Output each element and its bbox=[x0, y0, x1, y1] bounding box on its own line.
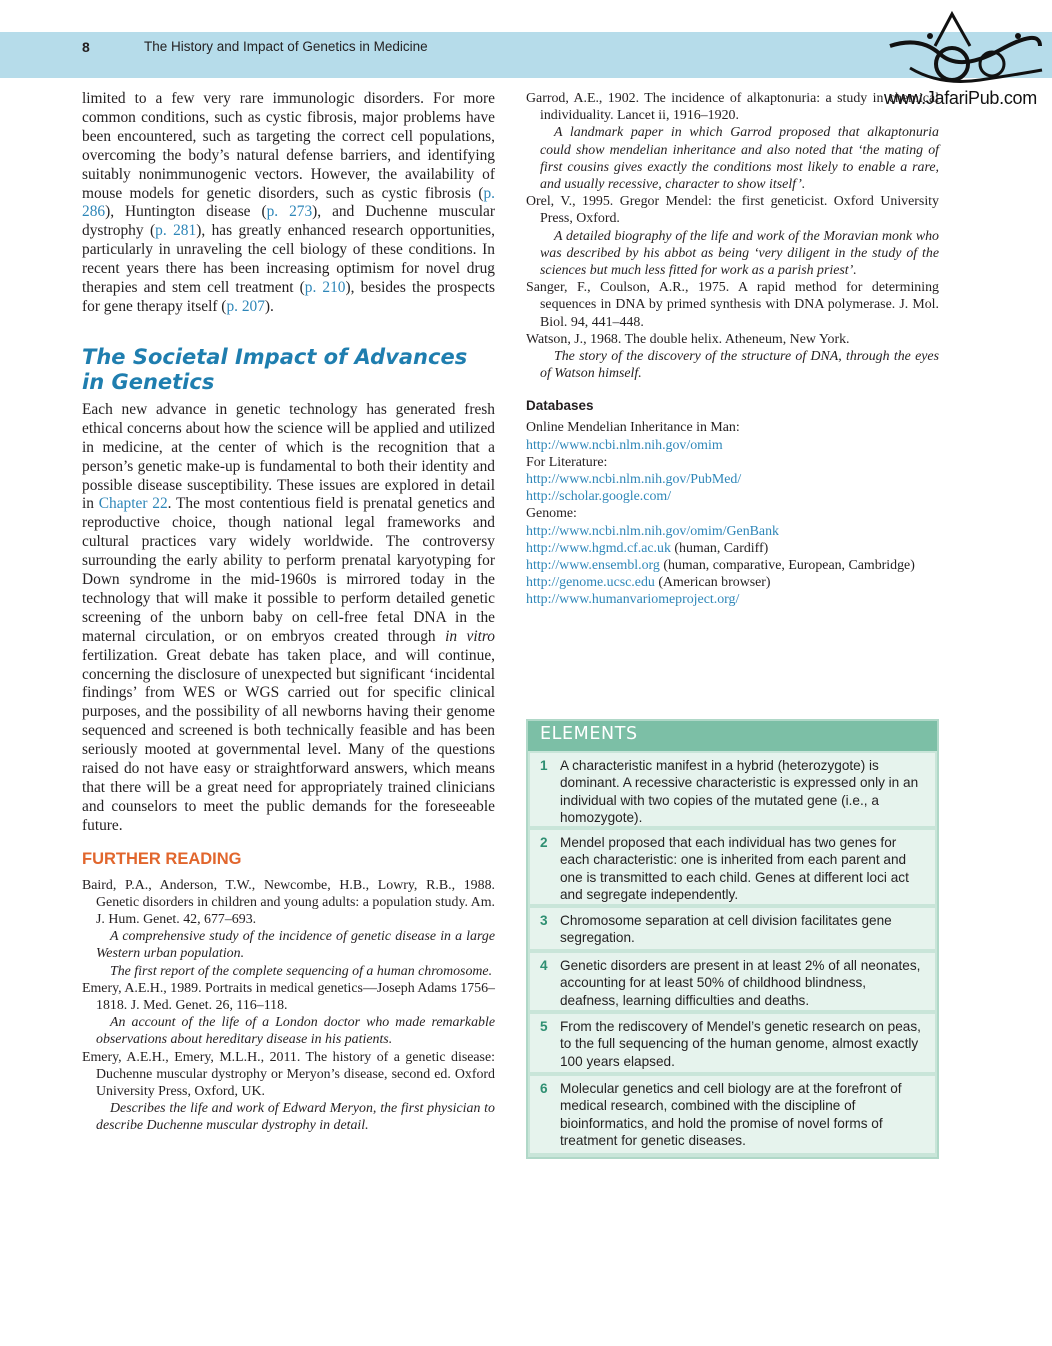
elements-title: ELEMENTS bbox=[528, 721, 937, 751]
element-number: 1 bbox=[540, 758, 548, 773]
database-line bbox=[526, 523, 939, 540]
right-column bbox=[526, 90, 939, 609]
reference-annotation: An account of the life of a London doctor who made remarkable observations about hereditary disease in his patients. bbox=[96, 1015, 495, 1048]
database-link[interactable]: http://www.ncbi.nlm.nih.gov/omim/GenBank bbox=[526, 523, 779, 539]
page-link[interactable]: p. 207 bbox=[226, 297, 265, 315]
section-heading bbox=[82, 345, 495, 395]
element-number: 6 bbox=[540, 1081, 548, 1096]
database-line bbox=[526, 540, 939, 557]
italic-term: in vitro bbox=[445, 627, 495, 645]
further-reading-heading: FURTHER READING bbox=[82, 849, 242, 868]
page-link[interactable]: p. 281 bbox=[155, 222, 197, 240]
element-item bbox=[530, 753, 935, 826]
databases-heading: Databases bbox=[526, 398, 594, 414]
reference-annotation: A detailed biography of the life and work of the Moravian monk who was described by his abbot as being ‘very diligent in the study of the sciences but much less fitted for work as a parish priest’. bbox=[540, 228, 939, 279]
text-span: ), Huntington disease ( bbox=[105, 203, 267, 221]
database-link[interactable]: http://www.ensembl.org bbox=[526, 558, 660, 574]
societal-paragraph bbox=[82, 401, 495, 836]
reference-citation: Watson, J., 1968. The double helix. Atheneum, New York. bbox=[526, 331, 850, 347]
reference-annotation: The story of the discovery of the structure of DNA, through the eyes of Watson himself. bbox=[540, 349, 939, 382]
databases-list bbox=[526, 419, 939, 608]
database-note: (American browser) bbox=[654, 575, 771, 591]
element-item bbox=[530, 953, 935, 1010]
element-text: From the rediscovery of Mendel’s genetic research on peas, to the full sequencing of the human genome, almost exactly 100 years elapsed. bbox=[560, 1019, 921, 1069]
page-link[interactable]: p. 286 bbox=[82, 184, 495, 221]
database-link[interactable]: http://genome.ucsc.edu bbox=[526, 575, 655, 591]
database-note: (human, Cardiff) bbox=[670, 540, 769, 556]
database-line bbox=[526, 454, 939, 471]
section-heading-line: in Genetics bbox=[82, 369, 215, 394]
text-span: ). bbox=[264, 297, 274, 315]
elements-box bbox=[526, 719, 939, 1159]
element-number: 4 bbox=[540, 958, 548, 973]
page-link[interactable]: p. 210 bbox=[304, 279, 346, 297]
database-line bbox=[526, 574, 939, 591]
database-line bbox=[526, 505, 939, 522]
left-column bbox=[82, 90, 495, 1135]
text-span: fertilization. Great debate has taken place, and will continue, concerning the disclosure of unexpected but significant ‘incidental findings’ from WES or WGS carried out for specific clinical purposes, and the possibility of all newborns having their genome sequenced and screened is both technically feasible and has been seriously mooted at governmental level. Many of the questions raised do not have easy or straightforward answers, which means that there will be a great need for appropriately trained clinicians and counselors to meet the public demands for the foreseeable future. bbox=[82, 646, 495, 834]
database-label: For Literature: bbox=[526, 454, 608, 470]
database-link[interactable]: http://scholar.google.com/ bbox=[526, 489, 672, 505]
element-item bbox=[530, 1014, 935, 1072]
text-span: ), has greatly enhanced research opportunities, particularly in unraveling the cell biology of these conditions. In recent years there has been increasing optimism for novel drug therapies and stem cell treatment ( bbox=[82, 222, 495, 297]
database-link[interactable]: http://www.ncbi.nlm.nih.gov/omim bbox=[526, 437, 723, 453]
database-label: Genome: bbox=[526, 506, 577, 522]
database-note: (human, comparative, European, Cambridge) bbox=[659, 558, 915, 574]
database-line bbox=[526, 591, 939, 608]
chapter-link[interactable]: Chapter 22 bbox=[98, 495, 168, 513]
database-line bbox=[526, 419, 939, 436]
text-span: Each new advance in genetic technology has generated fresh ethical concerns about how the science will be applied and utilized in medicine, at the center of which is the recognition that a person’s genetic make-up is fundamental to both their identity and possible disease susceptibility. These issues are explored in detail in bbox=[82, 400, 495, 513]
element-item bbox=[530, 908, 935, 949]
database-link[interactable]: http://www.ncbi.nlm.nih.gov/PubMed/ bbox=[526, 472, 742, 488]
text-span: ), besides the prospects for gene therapy itself ( bbox=[82, 279, 495, 315]
element-number: 2 bbox=[540, 835, 548, 850]
element-number: 3 bbox=[540, 913, 548, 928]
database-line bbox=[526, 557, 939, 574]
reference-citation: Orel, V., 1995. Gregor Mendel: the first geneticist. Oxford University Press, Oxford. bbox=[526, 194, 939, 227]
reference-citation: Sanger, F., Coulson, A.R., 1975. A rapid method for determining sequences in DNA by primed synthesis with DNA polymerase. J. Mol. Biol. 94, 441–448. bbox=[526, 280, 939, 330]
reference-annotation: A landmark paper in which Garrod proposed that alkaptonuria could show mendelian inheritance and also noted that ‘the mating of first cousins gives exactly the conditions most likely to enable a rare, and usually recessive, character to show itself’. bbox=[540, 125, 939, 193]
reference-citation: Emery, A.E.H., Emery, M.L.H., 2011. The history of a genetic disease: Duchenne muscular dystrophy or Meryon’s disease, second ed. Oxford University Press, Oxford, UK. bbox=[82, 1049, 495, 1100]
element-text: Genetic disorders are present in at least 2% of all neonates, accounting for at least 50% of childhood blindness, deafness, learning difficulties and deaths. bbox=[560, 958, 921, 1008]
element-text: Molecular genetics and cell biology are at the forefront of medical research, combined with the discipline of bioinformatics, and hold the promise of novel forms of treatment for genetic diseases. bbox=[560, 1081, 902, 1148]
reference-citation: Baird, P.A., Anderson, T.W., Newcombe, H.B., Lowry, R.B., 1988. Genetic disorders in children and young adults: a population study. Am. J. Hum. Genet. 42, 677–693. bbox=[82, 877, 495, 928]
reference-citation: Garrod, A.E., 1902. The incidence of alkaptonuria: a study in chemical individuality. Lancet ii, 1916–1920. bbox=[526, 91, 939, 124]
database-line bbox=[526, 471, 939, 488]
reference-annotation: The first report of the complete sequencing of a human chromosome. bbox=[110, 963, 493, 979]
element-text: Chromosome separation at cell division facilitates gene segregation. bbox=[560, 913, 892, 946]
page-number: 8 bbox=[82, 39, 90, 55]
section-heading-line: The Societal Impact of Advances bbox=[82, 344, 468, 369]
text-span: . The most contentious field is prenatal genetics and reproductive choice, though national legal frameworks and cultural practices vary widely worldwide. The controversy surrounding the early ability to perform prenatal karyotyping for Down syndrome in the mid-1960s is mirrored today in the technology that will make it possible to perform detailed genetic screening of the unborn baby on cell-free fetal DNA in the maternal circulation, or on embryos created through bbox=[82, 495, 495, 645]
intro-paragraph bbox=[82, 90, 495, 317]
element-item bbox=[530, 830, 935, 904]
watermark-url: www.JafariPub.com bbox=[884, 88, 1037, 108]
database-link[interactable]: http://www.hgmd.cf.ac.uk bbox=[526, 540, 671, 556]
element-text: A characteristic manifest in a hybrid (heterozygote) is dominant. A recessive characteristic is expressed only in an individual with two copies of the mutated gene (i.e., a homozygote). bbox=[560, 758, 919, 825]
reference-annotation: A comprehensive study of the incidence of genetic disease in a large Western urban population. bbox=[96, 929, 495, 962]
text-span: limited to a few very rare immunologic disorders. For more common conditions, such as cystic fibrosis, major problems have been encountered, such as targeting the correct cell populations, overcoming the body’s natural defense barriers, and identifying suitably nonimmunogenic vectors. However, the availability of mouse models for genetic disorders, such as cystic fibrosis ( bbox=[82, 90, 495, 202]
running-title: The History and Impact of Genetics in Medicine bbox=[144, 39, 428, 54]
text-span: ), and Duchenne muscular dystrophy ( bbox=[82, 203, 496, 240]
database-label: Online Mendelian Inheritance in Man: bbox=[526, 420, 740, 436]
element-item bbox=[530, 1076, 935, 1153]
database-line bbox=[526, 437, 939, 454]
page-link[interactable]: p. 273 bbox=[266, 203, 313, 221]
database-line bbox=[526, 488, 939, 505]
element-text: Mendel proposed that each individual has two genes for each characteristic: one is inherited from each parent and one is transmitted to each child. Genes at different loci act and segregate independently. bbox=[560, 835, 909, 902]
reference-annotation: Describes the life and work of Edward Meryon, the first physician to describe Duchenne muscular dystrophy in detail. bbox=[96, 1101, 495, 1134]
database-link[interactable]: http://www.humanvariomeproject.org/ bbox=[526, 592, 740, 608]
element-number: 5 bbox=[540, 1019, 548, 1034]
reference-citation: Emery, A.E.H., 1989. Portraits in medical genetics—Joseph Adams 1756–1818. J. Med. Genet. 26, 116–118. bbox=[82, 980, 495, 1014]
